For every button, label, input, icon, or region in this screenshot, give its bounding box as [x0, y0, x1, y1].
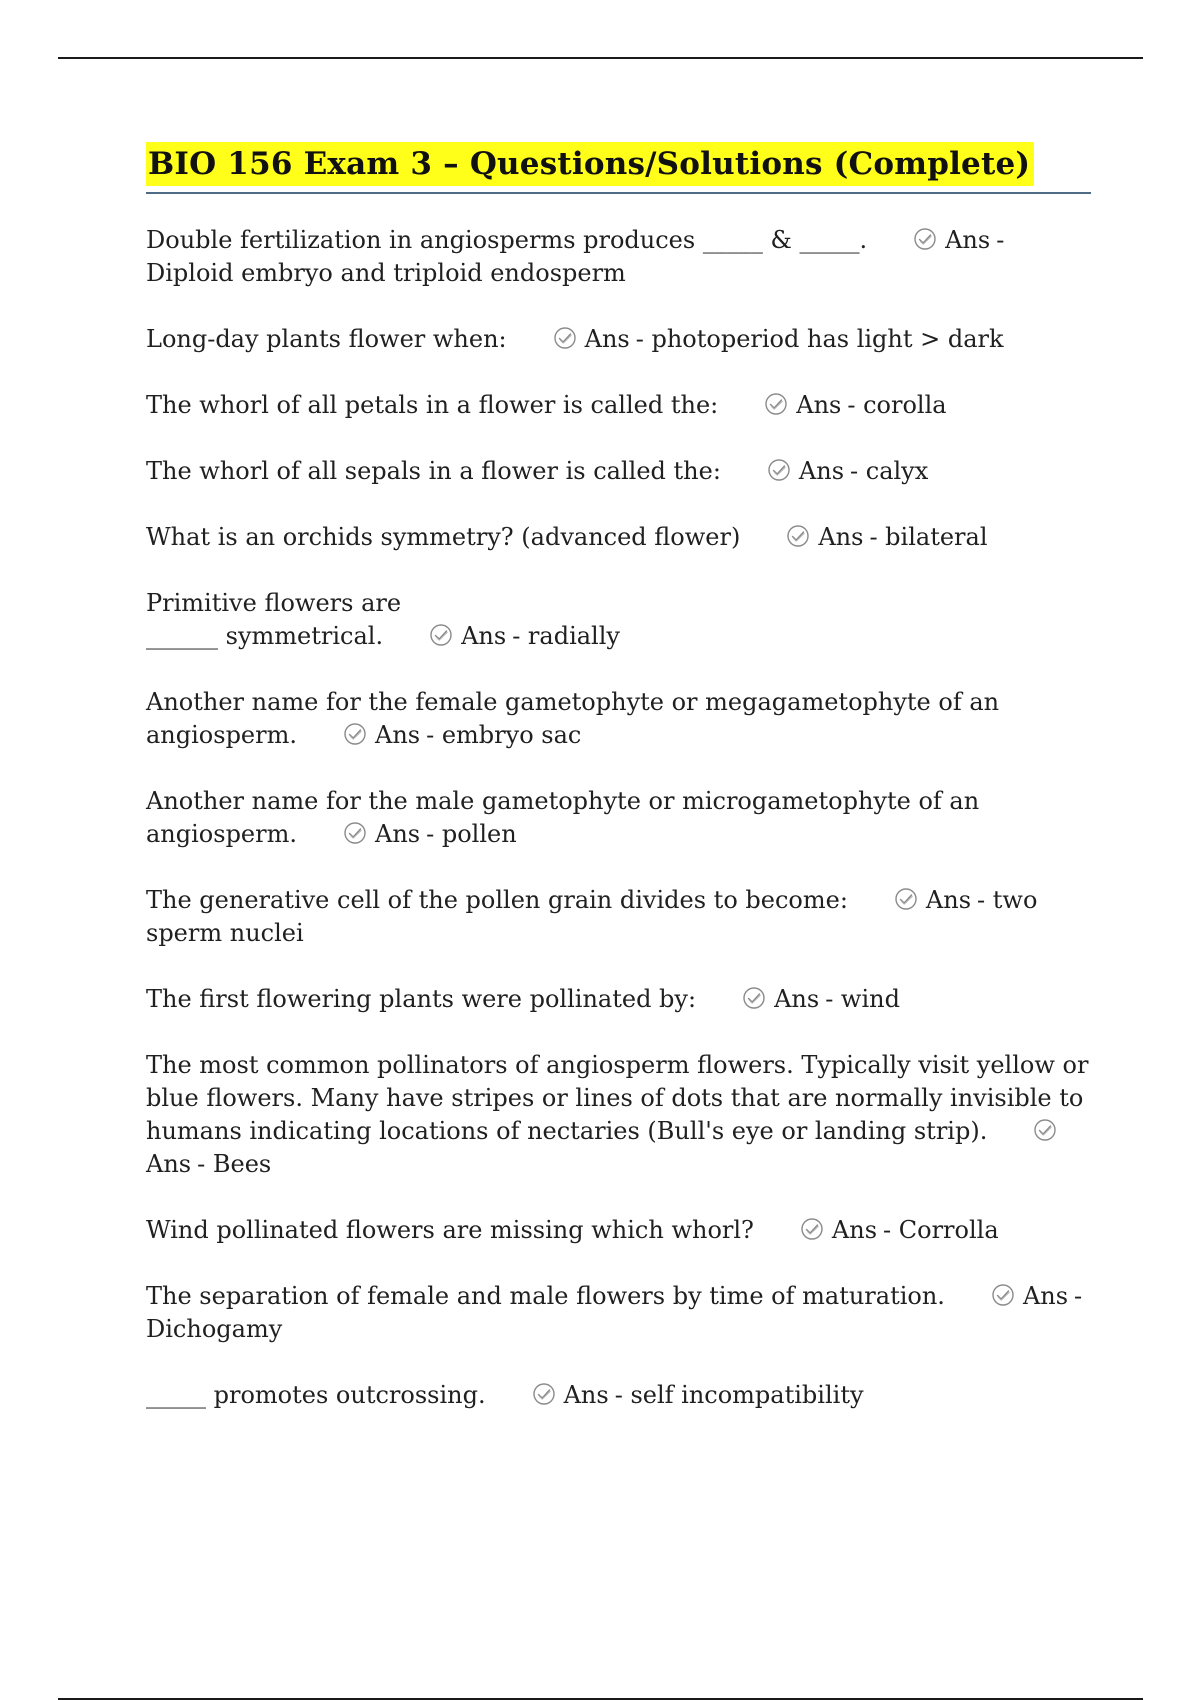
- answer-label: Ans: [461, 622, 507, 650]
- answer-label: Ans: [375, 820, 421, 848]
- qa-item: [146, 323, 1091, 356]
- answer-text: - bilateral: [869, 523, 988, 551]
- answer-label: Ans: [375, 721, 421, 749]
- check-circle-icon: [532, 1382, 556, 1406]
- qa-item: [146, 983, 1091, 1016]
- qa-item: [146, 587, 1091, 653]
- check-circle-icon: [913, 227, 937, 251]
- document-body: [146, 142, 1091, 1445]
- qa-item: [146, 455, 1091, 488]
- qa-item: [146, 1049, 1091, 1181]
- answer-text: - radially: [512, 622, 620, 650]
- answer-label: Ans: [818, 523, 864, 551]
- check-circle-icon: [786, 524, 810, 548]
- check-circle-icon: [429, 623, 453, 647]
- qa-item: [146, 1379, 1091, 1412]
- question-text: Wind pollinated flowers are missing which whorl?: [146, 1216, 754, 1244]
- qa-item: [146, 884, 1091, 950]
- qa-item: [146, 1280, 1091, 1346]
- answer-text: - Corrolla: [883, 1216, 999, 1244]
- question-text: The whorl of all petals in a flower is called the:: [146, 391, 719, 419]
- qa-item: [146, 686, 1091, 752]
- question-text: The whorl of all sepals in a flower is called the:: [146, 457, 721, 485]
- answer-text: - photoperiod has light > dark: [635, 325, 1004, 353]
- question-text: Long-day plants flower when:: [146, 325, 507, 353]
- answer-label: Ans: [774, 985, 820, 1013]
- answer-text: - corolla: [847, 391, 947, 419]
- qa-item: [146, 521, 1091, 554]
- question-text: Double fertilization in angiosperms produces _____ & _____.: [146, 226, 868, 254]
- check-circle-icon: [764, 392, 788, 416]
- answer-text: - self incompatibility: [614, 1381, 864, 1409]
- check-circle-icon: [894, 887, 918, 911]
- answer-text: - embryo sac: [426, 721, 582, 749]
- qa-item: [146, 389, 1091, 422]
- answer-text: - calyx: [850, 457, 929, 485]
- answer-label: Ans: [925, 886, 972, 914]
- title-block: [146, 142, 1091, 194]
- question-text: _____ promotes outcrossing.: [146, 1381, 486, 1409]
- question-text: Another name for the male gametophyte or microgametophyte of an angiosperm.: [146, 787, 980, 848]
- question-text: What is an orchids symmetry? (advanced flower): [146, 523, 741, 551]
- answer-label: Ans: [146, 1150, 192, 1178]
- question-text-line1: Primitive flowers are: [146, 589, 402, 617]
- question-text: The most common pollinators of angiosperm flowers. Typically visit yellow or blue flowers. Many have stripes or lines of dots that are normally invisible to humans indicating locations of nectaries (Bull's eye or landing strip).: [146, 1051, 1089, 1145]
- answer-label: Ans: [1022, 1282, 1069, 1310]
- check-circle-icon: [767, 458, 791, 482]
- header-rule: [58, 57, 1143, 59]
- answer-text: - Diploid embryo and triploid endosperm: [146, 226, 1005, 287]
- check-circle-icon: [742, 986, 766, 1010]
- check-circle-icon: [991, 1283, 1015, 1307]
- answer-text: - wind: [825, 985, 900, 1013]
- check-circle-icon: [343, 821, 367, 845]
- qa-item: [146, 224, 1091, 290]
- check-circle-icon: [553, 326, 577, 350]
- answer-label: Ans: [563, 1381, 609, 1409]
- answer-label: Ans: [584, 325, 630, 353]
- answer-label: Ans: [945, 226, 991, 254]
- answer-text: - Dichogamy: [146, 1282, 1083, 1343]
- document-title: BIO 156 Exam 3 – Questions/Solutions (Complete): [146, 142, 1034, 186]
- qa-list: [146, 224, 1091, 1412]
- question-text: Another name for the female gametophyte or megagametophyte of an angiosperm.: [146, 688, 1000, 749]
- check-circle-icon: [1033, 1118, 1057, 1142]
- answer-label: Ans: [831, 1216, 878, 1244]
- qa-item: [146, 785, 1091, 851]
- answer-text: - Bees: [197, 1150, 272, 1178]
- answer-label: Ans: [796, 391, 842, 419]
- question-text: ______ symmetrical.: [146, 622, 384, 650]
- question-text: The first flowering plants were pollinated by:: [146, 985, 697, 1013]
- check-circle-icon: [343, 722, 367, 746]
- answer-text: - pollen: [426, 820, 517, 848]
- question-text: The generative cell of the pollen grain divides to become:: [146, 886, 848, 914]
- question-text: The separation of female and male flowers by time of maturation.: [146, 1282, 945, 1310]
- qa-item: [146, 1214, 1091, 1247]
- check-circle-icon: [800, 1217, 824, 1241]
- answer-text: - two sperm nuclei: [146, 886, 1038, 947]
- answer-label: Ans: [798, 457, 845, 485]
